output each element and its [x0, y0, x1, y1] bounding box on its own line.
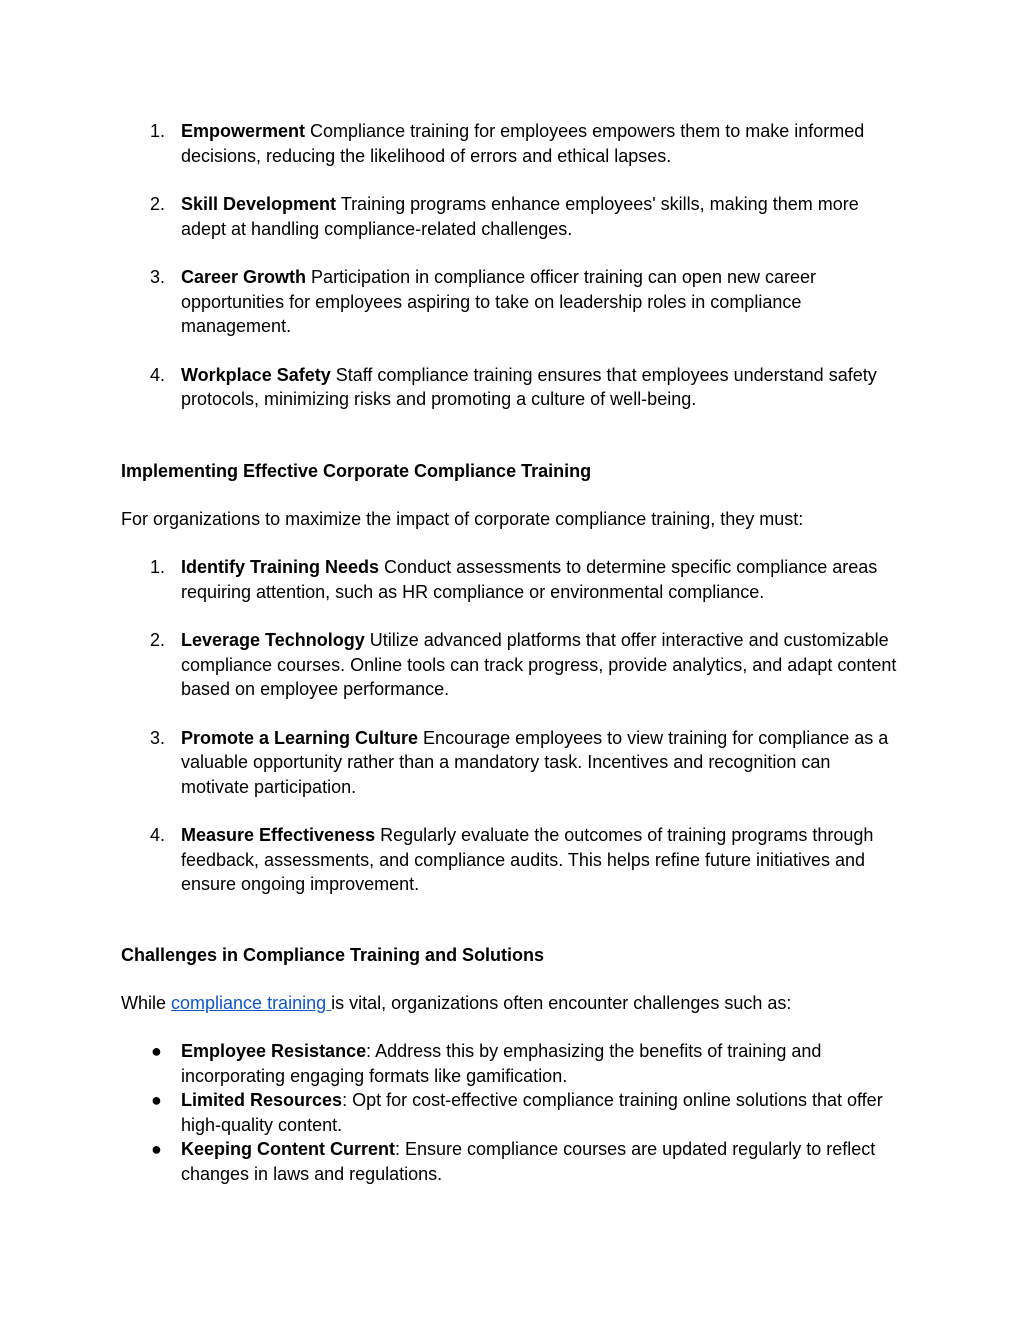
- benefits-list: [0, 119, 1024, 412]
- list-item-term: Leverage Technology: [181, 630, 365, 650]
- list-item: [0, 265, 901, 339]
- list-item: [0, 555, 901, 604]
- list-item: [0, 1137, 906, 1186]
- list-item-text: Staff compliance training ensures that employees understand safety protocols, minimizing risks and promoting a culture of well-being.: [181, 364, 877, 409]
- list-item: [0, 363, 901, 412]
- list-item: [0, 1088, 906, 1137]
- list-item-text: Training programs enhance employees' skills, making them more adept at handling compliance-related challenges.: [181, 194, 859, 239]
- bullet-icon: ●: [151, 1139, 162, 1159]
- list-item: [0, 1039, 906, 1088]
- bullet-icon: ●: [151, 1041, 162, 1061]
- intro-text-after: is vital, organizations often encounter challenges such as:: [331, 993, 792, 1013]
- list-item: [0, 823, 901, 897]
- list-item: [0, 119, 901, 168]
- list-item-term: Identify Training Needs: [181, 557, 380, 577]
- list-item-text: : Opt for cost-effective compliance training online solutions that offer high-quality content.: [181, 1090, 883, 1135]
- list-number: 2.: [150, 630, 166, 650]
- list-item-term: Skill Development: [181, 194, 337, 214]
- list-item-term: Empowerment: [181, 121, 306, 141]
- list-item-text: : Ensure compliance courses are updated regularly to reflect changes in laws and regulations.: [181, 1139, 876, 1184]
- list-item-term: Career Growth: [181, 267, 307, 287]
- list-item: [0, 628, 901, 702]
- section-intro: For organizations to maximize the impact of corporate compliance training, they must:: [121, 509, 804, 529]
- section-intro: [121, 991, 901, 1016]
- list-number: 4.: [150, 364, 166, 385]
- section-heading-challenges: Challenges in Compliance Training and Solutions: [121, 945, 545, 965]
- list-item-term: Limited Resources: [181, 1090, 343, 1110]
- bullet-icon: ●: [151, 1090, 162, 1110]
- compliance-training-link[interactable]: compliance training: [171, 993, 332, 1013]
- implementation-list: [0, 555, 1024, 897]
- list-item-term: Measure Effectiveness: [181, 825, 376, 845]
- list-number: 3.: [150, 727, 166, 748]
- section-heading-implementing: Implementing Effective Corporate Compliance Training: [121, 461, 592, 481]
- list-item-text: Conduct assessments to determine specific compliance areas requiring attention, such as HR compliance or environmental compliance.: [181, 557, 878, 602]
- intro-text-before: While: [121, 993, 172, 1013]
- list-item-text: Regularly evaluate the outcomes of training programs through feedback, assessments, and compliance audits. This helps refine future initiatives and ensure ongoing improvement.: [181, 825, 874, 894]
- challenges-list: [0, 1039, 1024, 1186]
- list-number: 1.: [150, 557, 166, 577]
- list-item-text: : Address this by emphasizing the benefits of training and incorporating engaging formats like gamification.: [181, 1041, 822, 1086]
- list-number: 2.: [150, 194, 166, 214]
- list-number: 4.: [150, 825, 166, 845]
- list-item-term: Keeping Content Current: [181, 1139, 395, 1159]
- list-item: [0, 192, 901, 241]
- list-item-term: Promote a Learning Culture: [181, 727, 419, 748]
- list-number: 3.: [150, 267, 166, 287]
- list-item-text: Participation in compliance officer training can open new career opportunities for employees aspiring to take on leadership roles in compliance management.: [181, 267, 816, 336]
- list-item-text: Compliance training for employees empowers them to make informed decisions, reducing the likelihood of errors and ethical lapses.: [181, 121, 865, 166]
- list-item-text: Utilize advanced platforms that offer interactive and customizable compliance courses. Online tools can track progress, provide analytics, and adapt content based on employee performance.: [181, 630, 897, 699]
- list-item-text: Encourage employees to view training for compliance as a valuable opportunity rather than a mandatory task. Incentives and recognition can motivate participation.: [181, 727, 889, 797]
- list-item: [0, 726, 901, 800]
- list-item-term: Employee Resistance: [181, 1041, 367, 1061]
- list-number: 1.: [150, 121, 166, 141]
- list-item-term: Workplace Safety: [181, 364, 331, 385]
